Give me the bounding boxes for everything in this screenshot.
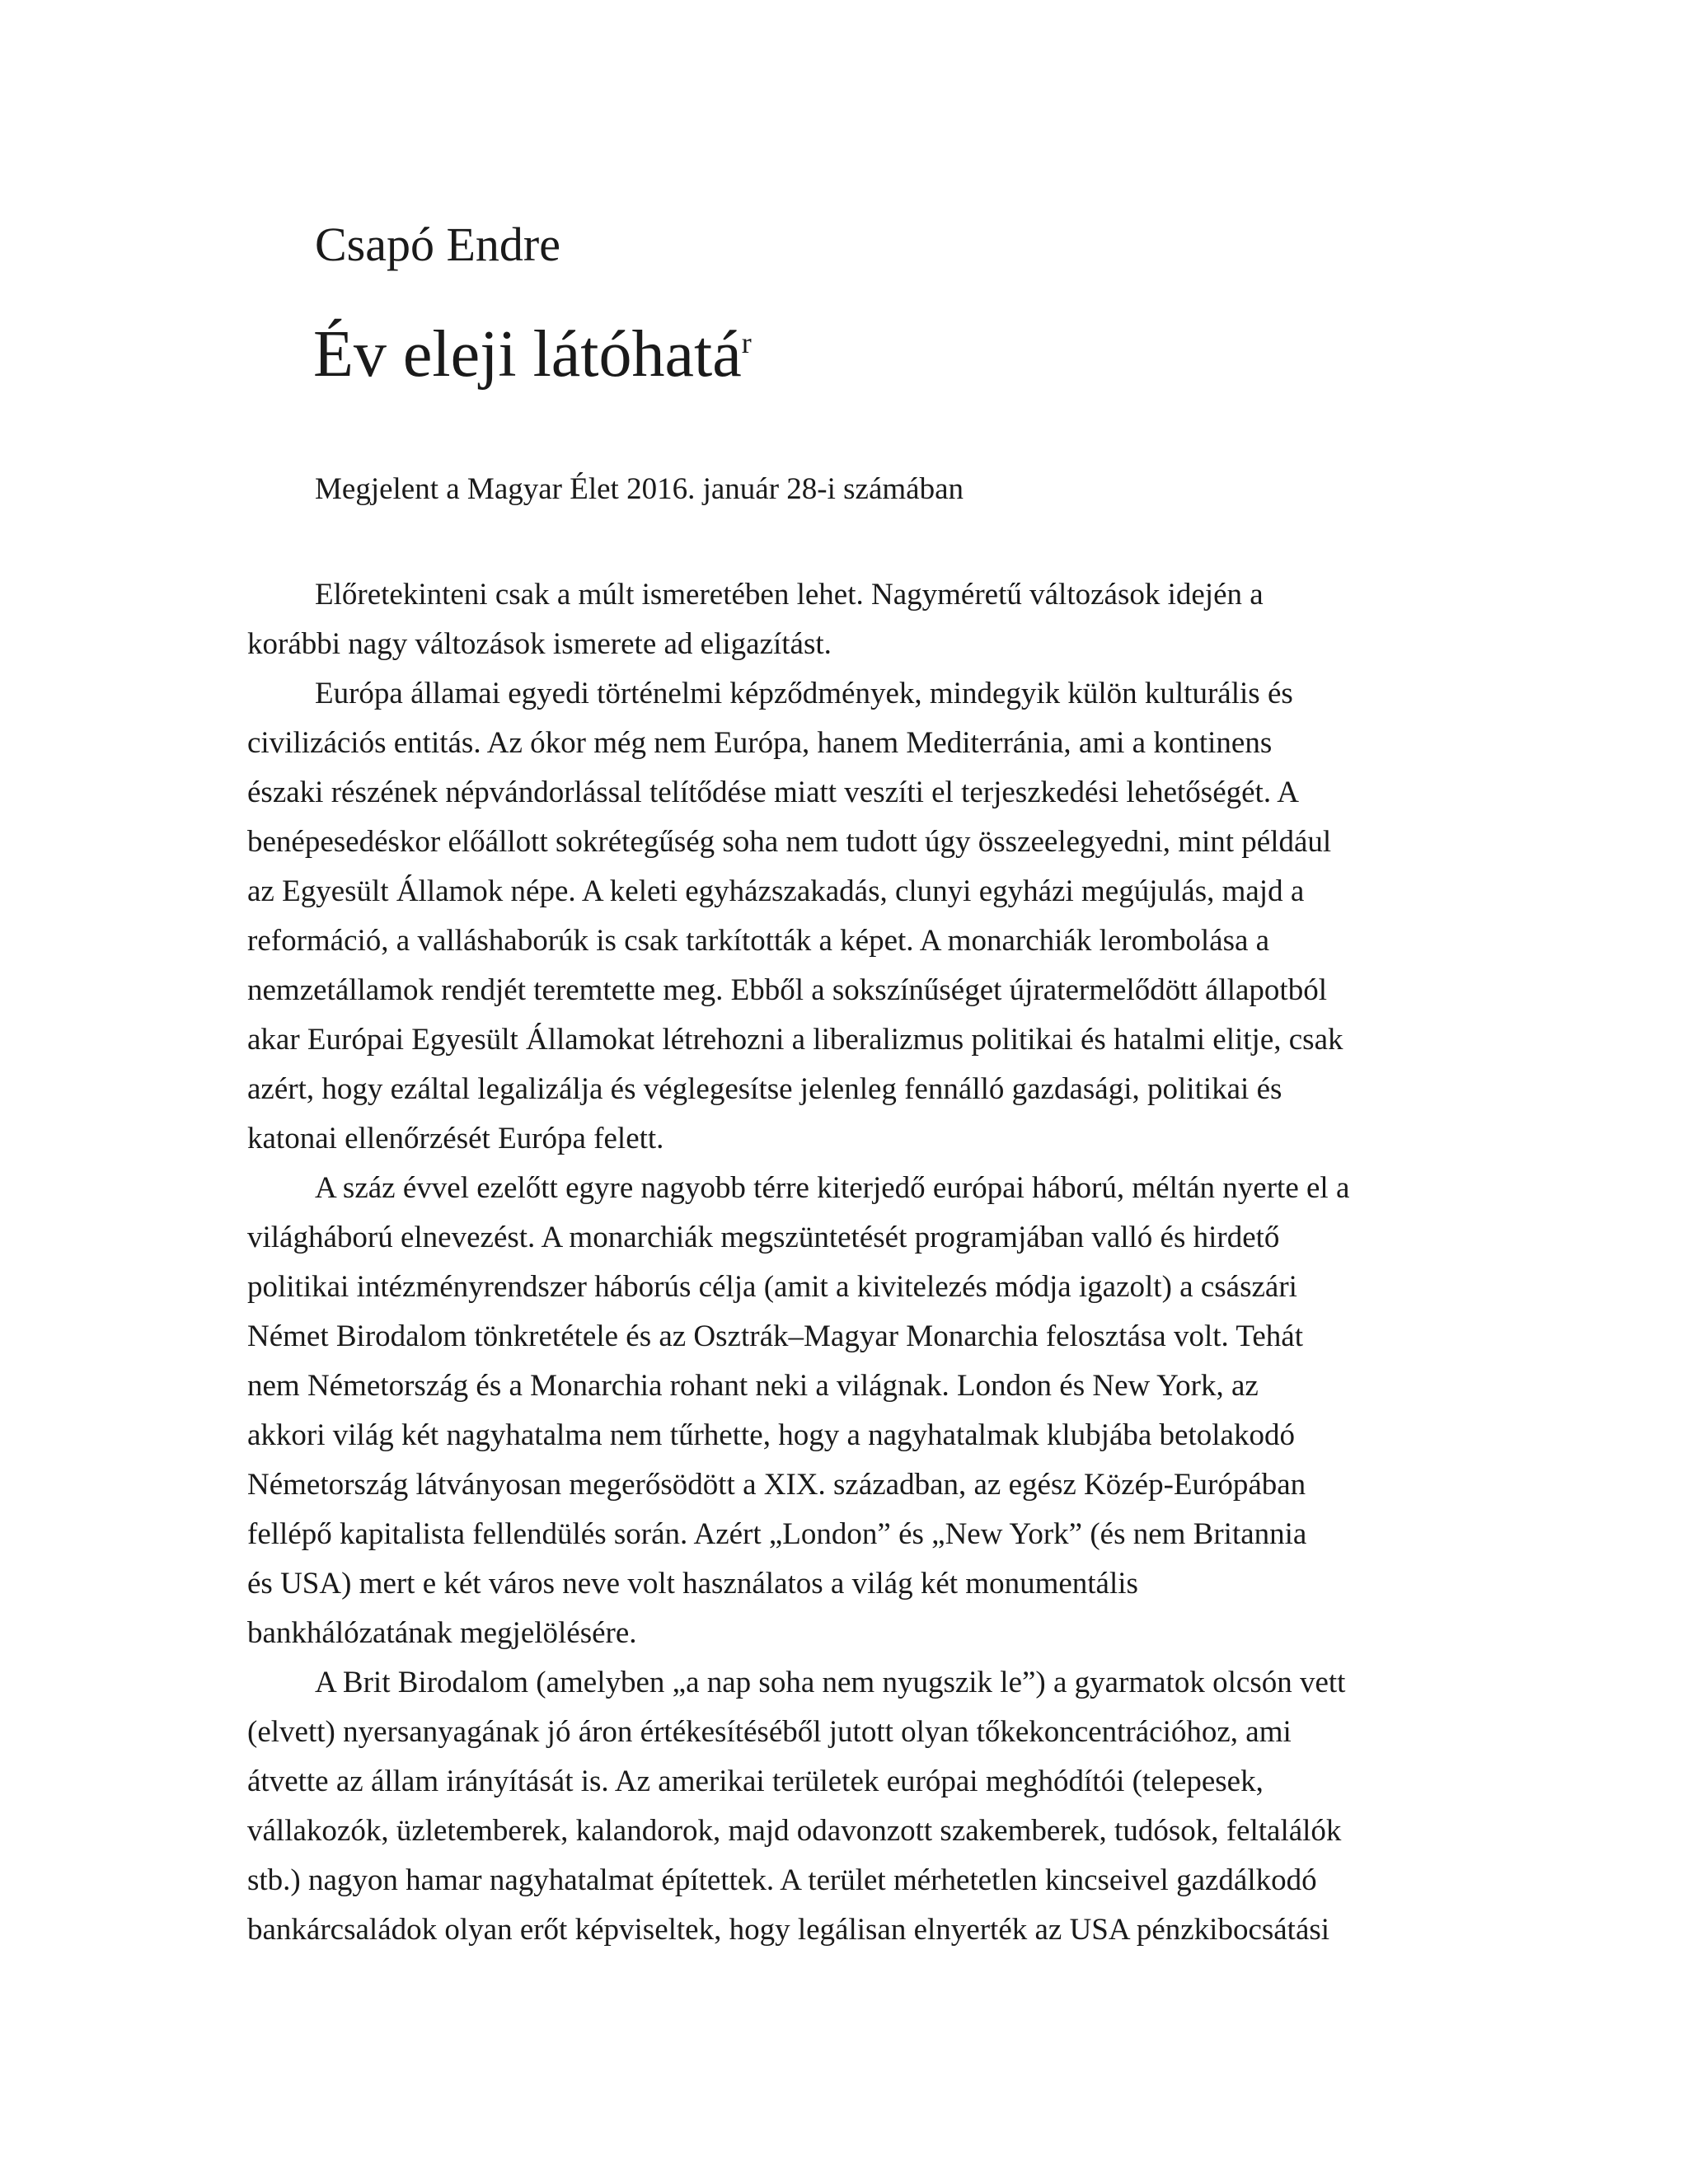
article-title-main: Év eleji látóhatá <box>313 318 742 391</box>
text-line: korábbi nagy változások ismerete ad eligazítást. <box>247 627 832 661</box>
text-line: bankhálózatának megjelölésére. <box>247 1616 637 1650</box>
text-line: akar Európai Egyesült Államokat létrehozni a liberalizmus politikai és hatalmi elitje, csak <box>247 1023 1343 1057</box>
text-line: vállakozók, üzletemberek, kalandorok, majd odavonzott szakemberek, tudósok, feltalálók <box>247 1814 1342 1848</box>
text-line: átvette az állam irányítását is. Az amerikai területek európai meghódítói (telepesek, <box>247 1765 1264 1798</box>
article-body <box>247 570 1436 1955</box>
text-line: A száz évvel ezelőtt egyre nagyobb térre kiterjedő európai háború, méltán nyerte el a <box>315 1171 1350 1205</box>
text-line: akkori világ két nagyhatalma nem tűrhette, hogy a nagyhatalmak klubjába betolakodó <box>247 1418 1295 1452</box>
publication-note: Megjelent a Magyar Élet 2016. január 28-i számában <box>315 472 964 506</box>
text-line: Németország látványosan megerősödött a XIX. században, az egész Közép-Európában <box>247 1468 1306 1502</box>
text-line: Előretekinteni csak a múlt ismeretében lehet. Nagyméretű változások idején a <box>315 578 1264 612</box>
article-title-tail: r <box>741 326 752 359</box>
text-line: fellépő kapitalista fellendülés során. Azért „London” és „New York” (és nem Britannia <box>247 1517 1307 1551</box>
paragraph-4 <box>247 1658 1436 1955</box>
text-line: A Brit Birodalom (amelyben „a nap soha nem nyugszik le”) a gyarmatok olcsón vett <box>315 1666 1346 1699</box>
text-line: nemzetállamok rendjét teremtette meg. Ebből a sokszínűséget újratermelődött állapotból <box>247 973 1327 1007</box>
text-line: (elvett) nyersanyagának jó áron értékesítéséből jutott olyan tőkekoncentrációhoz, ami <box>247 1715 1292 1749</box>
text-line: reformáció, a valláshaborúk is csak tarkították a képet. A monarchiák lerombolása a <box>247 924 1270 958</box>
text-line: azért, hogy ezáltal legalizálja és véglegesítse jelenleg fennálló gazdasági, politikai és <box>247 1072 1282 1106</box>
text-line: politikai intézményrendszer háborús célja (amit a kivitelezés módja igazolt) a császári <box>247 1270 1297 1304</box>
text-line: bankárcsaládok olyan erőt képviseltek, hogy legálisan elnyerték az USA pénzkibocsátási <box>247 1913 1330 1947</box>
text-line: civilizációs entitás. Az ókor még nem Európa, hanem Mediterránia, ami a kontinens <box>247 726 1273 760</box>
text-line: északi részének népvándorlással telítődése miatt veszíti el terjeszkedési lehetőségét. A <box>247 776 1300 809</box>
text-line: Német Birodalom tönkretétele és az Osztrák–Magyar Monarchia felosztása volt. Tehát <box>247 1319 1303 1353</box>
text-line: világháború elnevezést. A monarchiák megszüntetését programjában valló és hirdető <box>247 1221 1280 1254</box>
text-line: az Egyesült Államok népe. A keleti egyházszakadás, clunyi egyházi megújulás, majd a <box>247 874 1305 908</box>
paragraph-3 <box>247 1164 1436 1658</box>
paragraph-1 <box>247 570 1436 669</box>
article-title <box>313 315 752 394</box>
text-line: nem Németország és a Monarchia rohant neki a világnak. London és New York, az <box>247 1369 1259 1403</box>
text-line: és USA) mert e két város neve volt használatos a világ két monumentális <box>247 1567 1138 1601</box>
text-line: Európa államai egyedi történelmi képződmények, mindegyik külön kulturális és <box>315 677 1293 710</box>
text-line: stb.) nagyon hamar nagyhatalmat építettek. A terület mérhetetlen kincseivel gazdálkodó <box>247 1863 1317 1897</box>
text-line: katonai ellenőrzését Európa felett. <box>247 1122 664 1155</box>
paragraph-2 <box>247 669 1436 1164</box>
text-line: benépesedéskor előállott sokrétegűség soha nem tudott úgy összeelegyedni, mint például <box>247 825 1332 859</box>
author-name: Csapó Endre <box>315 218 560 271</box>
